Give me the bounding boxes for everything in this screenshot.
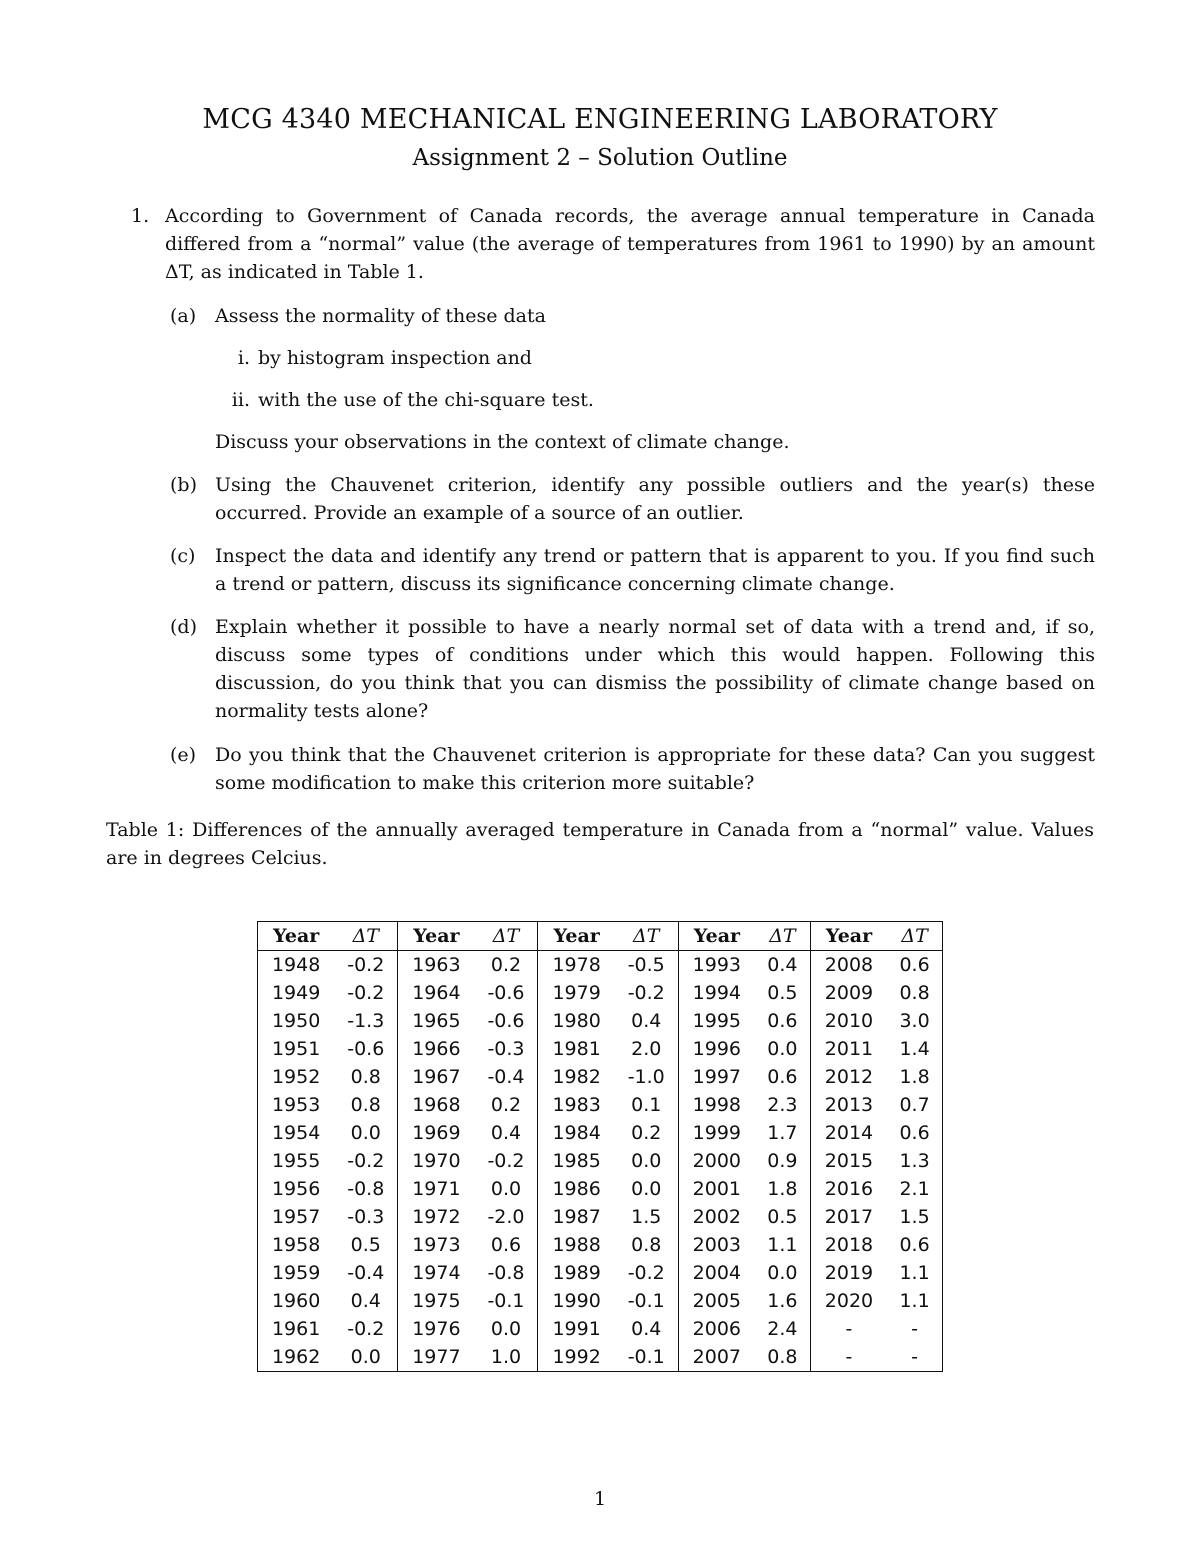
column-header-year: Year xyxy=(398,922,475,951)
year-cell: 2001 xyxy=(678,1175,755,1203)
year-cell: 2015 xyxy=(810,1147,887,1175)
part-label: (d) xyxy=(170,616,197,638)
delta-t-cell: 0.4 xyxy=(490,1122,522,1144)
delta-t-cell: 0.5 xyxy=(350,1234,381,1256)
year-cell: 2014 xyxy=(810,1119,887,1147)
year-cell: 2020 xyxy=(810,1287,887,1315)
year-cell: 1954 xyxy=(271,1122,321,1144)
delta-t-cell: 1.6 xyxy=(767,1290,798,1312)
year-cell: 1961 xyxy=(271,1318,321,1340)
delta-t-cell: 1.1 xyxy=(899,1262,930,1284)
year-cell: 1958 xyxy=(271,1234,321,1256)
part-d xyxy=(170,613,1095,725)
delta-t-cell: 0.8 xyxy=(350,1094,381,1116)
year-cell: 1962 xyxy=(271,1346,321,1368)
delta-t-cell: 3.0 xyxy=(899,1010,930,1032)
delta-t-cell: 0.6 xyxy=(899,954,930,976)
year-cell: 1968 xyxy=(398,1091,475,1119)
delta-t-cell: 0.7 xyxy=(899,1094,930,1116)
year-cell: 1980 xyxy=(538,1007,615,1035)
delta-t-cell: -0.1 xyxy=(487,1290,525,1312)
table-row xyxy=(258,1287,943,1315)
year-cell: 1951 xyxy=(271,1038,321,1060)
part-a xyxy=(170,302,1095,330)
column-header-delta-t: ΔT xyxy=(334,922,397,951)
subpart-label: i. xyxy=(237,347,250,369)
year-cell: 1956 xyxy=(271,1178,321,1200)
delta-t-cell: 1.3 xyxy=(899,1150,930,1172)
delta-t-cell: - xyxy=(911,1318,918,1340)
year-cell: 1999 xyxy=(678,1119,755,1147)
delta-t-cell: -0.2 xyxy=(347,1318,385,1340)
delta-t-cell: 0.2 xyxy=(631,1122,662,1144)
delta-t-cell: -0.8 xyxy=(487,1262,525,1284)
year-cell: 1953 xyxy=(271,1094,321,1116)
year-cell: 1948 xyxy=(271,954,321,976)
subpart-i xyxy=(228,344,1088,372)
delta-t-cell: -0.1 xyxy=(627,1290,665,1312)
year-cell: 1963 xyxy=(398,951,475,980)
year-cell: 2010 xyxy=(810,1007,887,1035)
table-header-row xyxy=(258,922,943,951)
question-1 xyxy=(131,202,1095,286)
year-cell: 1990 xyxy=(538,1287,615,1315)
part-text: Using the Chauvenet criterion, identify any possible outliers and the year(s) these occurred. Provide an example of a source of an outlier. xyxy=(215,474,1095,524)
year-cell: 1993 xyxy=(678,951,755,980)
table-row xyxy=(258,1259,943,1287)
year-cell: 1978 xyxy=(538,951,615,980)
table-row xyxy=(258,1063,943,1091)
delta-t-cell: 1.8 xyxy=(899,1066,930,1088)
column-header-year: Year xyxy=(538,922,615,951)
delta-t-cell: 0.6 xyxy=(490,1234,522,1256)
delta-t-cell: -0.2 xyxy=(627,982,665,1004)
delta-t-cell: 0.8 xyxy=(899,982,930,1004)
delta-t-cell: -0.6 xyxy=(487,1010,525,1032)
year-cell: 1977 xyxy=(398,1343,475,1372)
delta-t-cell: - xyxy=(911,1346,918,1368)
year-cell: 2016 xyxy=(810,1175,887,1203)
year-cell: 1973 xyxy=(398,1231,475,1259)
year-cell: - xyxy=(810,1315,887,1343)
delta-t-cell: 1.5 xyxy=(899,1206,930,1228)
delta-t-cell: 0.0 xyxy=(631,1150,662,1172)
delta-t-cell: 0.4 xyxy=(631,1010,662,1032)
delta-t-cell: 1.5 xyxy=(631,1206,662,1228)
delta-t-cell: -0.4 xyxy=(347,1262,385,1284)
delta-t-cell: -2.0 xyxy=(487,1206,525,1228)
delta-t-cell: 0.6 xyxy=(899,1122,930,1144)
column-header-year: Year xyxy=(258,922,335,951)
question-text: According to Government of Canada records, the average annual temperature in Canada differed from a “normal” value (the average of temperatures from 1961 to 1990) by an amount ΔT, as indicated in Table 1. xyxy=(165,205,1095,283)
subpart-text: with the use of the chi-square test. xyxy=(258,389,594,411)
year-cell: 1966 xyxy=(398,1035,475,1063)
delta-t-cell: 1.1 xyxy=(767,1234,798,1256)
subpart-ii xyxy=(228,386,1088,414)
year-cell: 2008 xyxy=(810,951,887,980)
delta-t-cell: -0.2 xyxy=(347,1150,385,1172)
year-cell: 1991 xyxy=(538,1315,615,1343)
year-cell: 1964 xyxy=(398,979,475,1007)
delta-t-cell: -0.6 xyxy=(487,982,525,1004)
delta-t-cell: -1.3 xyxy=(347,1010,385,1032)
year-cell: 2017 xyxy=(810,1203,887,1231)
year-cell: 2012 xyxy=(810,1063,887,1091)
year-cell: 1952 xyxy=(271,1066,321,1088)
year-cell: 2011 xyxy=(810,1035,887,1063)
delta-t-cell: 1.7 xyxy=(767,1122,798,1144)
delta-t-cell: 0.0 xyxy=(350,1122,381,1144)
year-cell: 1996 xyxy=(678,1035,755,1063)
delta-t-cell: 0.0 xyxy=(350,1346,381,1368)
table-row xyxy=(258,1343,943,1372)
year-cell: 2006 xyxy=(678,1315,755,1343)
delta-t-cell: 0.0 xyxy=(767,1262,798,1284)
delta-t-cell: 0.6 xyxy=(899,1234,930,1256)
table-row xyxy=(258,1091,943,1119)
delta-t-cell: 0.4 xyxy=(631,1318,662,1340)
page-number: 1 xyxy=(593,1488,607,1510)
year-cell: 1998 xyxy=(678,1091,755,1119)
year-cell: 1959 xyxy=(271,1262,321,1284)
delta-t-cell: 2.3 xyxy=(767,1094,798,1116)
delta-t-cell: -0.5 xyxy=(627,954,665,976)
delta-t-cell: -0.1 xyxy=(627,1346,665,1368)
year-cell: 2009 xyxy=(810,979,887,1007)
column-header-delta-t: ΔT xyxy=(755,922,810,951)
delta-t-cell: -0.3 xyxy=(487,1038,525,1060)
delta-t-cell: 0.4 xyxy=(350,1290,381,1312)
year-cell: 1972 xyxy=(398,1203,475,1231)
delta-t-cell: -0.2 xyxy=(347,954,385,976)
part-text: Do you think that the Chauvenet criterion is appropriate for these data? Can you suggest some modification to make this criterion more suitable? xyxy=(215,744,1095,794)
delta-t-cell: 2.1 xyxy=(899,1178,930,1200)
document-title: MCG 4340 MECHANICAL ENGINEERING LABORATORY xyxy=(202,104,998,135)
year-cell: 1984 xyxy=(538,1119,615,1147)
column-header-delta-t: ΔT xyxy=(887,922,942,951)
question-number: 1. xyxy=(131,205,150,227)
table-caption: Table 1: Differences of the annually averaged temperature in Canada from a “normal” value. Values are in degrees Celcius. xyxy=(106,819,1094,869)
year-cell: 1965 xyxy=(398,1007,475,1035)
part-text: Inspect the data and identify any trend or pattern that is apparent to you. If you find such a trend or pattern, discuss its significance concerning climate change. xyxy=(215,545,1095,595)
table-row xyxy=(258,1231,943,1259)
part-text: Explain whether it possible to have a nearly normal set of data with a trend and, if so, discuss some types of conditions under which this would happen. Following this discussion, do you think that you can dismiss the possibility of climate change based on normality tests alone? xyxy=(215,616,1095,722)
year-cell: 1974 xyxy=(398,1259,475,1287)
part-label: (b) xyxy=(170,474,197,496)
delta-t-cell: 0.8 xyxy=(767,1346,798,1368)
document-subtitle: Assignment 2 – Solution Outline xyxy=(412,145,788,171)
delta-t-cell: 2.4 xyxy=(767,1318,798,1340)
table-row xyxy=(258,951,943,980)
year-cell: 2019 xyxy=(810,1259,887,1287)
part-text: Assess the normality of these data xyxy=(215,305,546,327)
delta-t-cell: 0.4 xyxy=(767,954,798,976)
delta-t-cell: 0.5 xyxy=(767,1206,798,1228)
year-cell: 1985 xyxy=(538,1147,615,1175)
delta-t-cell: 2.0 xyxy=(631,1038,662,1060)
year-cell: 1994 xyxy=(678,979,755,1007)
year-cell: 1987 xyxy=(538,1203,615,1231)
delta-t-cell: 0.8 xyxy=(350,1066,381,1088)
table-row xyxy=(258,979,943,1007)
delta-t-cell: 0.6 xyxy=(767,1010,798,1032)
column-header-delta-t: ΔT xyxy=(615,922,678,951)
year-cell: 1960 xyxy=(271,1290,321,1312)
year-cell: 2002 xyxy=(678,1203,755,1231)
delta-t-cell: 0.9 xyxy=(767,1150,798,1172)
delta-t-cell: 0.5 xyxy=(767,982,798,1004)
year-cell: 1957 xyxy=(271,1206,321,1228)
temperature-table xyxy=(257,921,943,1372)
year-cell: 1988 xyxy=(538,1231,615,1259)
year-cell: 1989 xyxy=(538,1259,615,1287)
subpart-label: ii. xyxy=(231,389,250,411)
delta-t-cell: 0.0 xyxy=(490,1178,522,1200)
year-cell: 2013 xyxy=(810,1091,887,1119)
part-c xyxy=(170,542,1095,598)
delta-t-cell: 1.0 xyxy=(490,1346,522,1368)
year-cell: - xyxy=(810,1343,887,1372)
table-row xyxy=(258,1175,943,1203)
part-label: (e) xyxy=(170,744,197,766)
year-cell: 2003 xyxy=(678,1231,755,1259)
part-e xyxy=(170,741,1095,797)
year-cell: 1995 xyxy=(678,1007,755,1035)
year-cell: 1971 xyxy=(398,1175,475,1203)
year-cell: 1982 xyxy=(538,1063,615,1091)
delta-t-cell: -1.0 xyxy=(627,1066,665,1088)
delta-t-cell: 0.8 xyxy=(631,1234,662,1256)
year-cell: 2018 xyxy=(810,1231,887,1259)
delta-t-cell: -0.8 xyxy=(347,1178,385,1200)
delta-t-cell: 0.0 xyxy=(631,1178,662,1200)
year-cell: 2004 xyxy=(678,1259,755,1287)
year-cell: 1975 xyxy=(398,1287,475,1315)
year-cell: 1949 xyxy=(271,982,321,1004)
delta-t-cell: -0.4 xyxy=(487,1066,525,1088)
subpart-text: by histogram inspection and xyxy=(258,347,532,369)
delta-t-cell: 0.2 xyxy=(490,954,522,976)
table-row xyxy=(258,1147,943,1175)
year-cell: 1967 xyxy=(398,1063,475,1091)
table-row xyxy=(258,1315,943,1343)
year-cell: 1997 xyxy=(678,1063,755,1091)
delta-t-cell: -0.2 xyxy=(347,982,385,1004)
delta-t-cell: -0.3 xyxy=(347,1206,385,1228)
year-cell: 1983 xyxy=(538,1091,615,1119)
part-b xyxy=(170,471,1095,527)
year-cell: 1986 xyxy=(538,1175,615,1203)
delta-t-cell: 0.0 xyxy=(490,1318,522,1340)
delta-t-cell: -0.2 xyxy=(627,1262,665,1284)
delta-t-cell: 1.1 xyxy=(899,1290,930,1312)
year-cell: 1970 xyxy=(398,1147,475,1175)
year-cell: 2000 xyxy=(678,1147,755,1175)
delta-t-cell: 0.0 xyxy=(767,1038,798,1060)
part-label: (a) xyxy=(170,305,197,327)
delta-t-cell: -0.2 xyxy=(487,1150,525,1172)
year-cell: 2007 xyxy=(678,1343,755,1372)
table-row xyxy=(258,1035,943,1063)
column-header-year: Year xyxy=(810,922,887,951)
year-cell: 1992 xyxy=(538,1343,615,1372)
column-header-year: Year xyxy=(678,922,755,951)
delta-t-cell: 1.8 xyxy=(767,1178,798,1200)
column-header-delta-t: ΔT xyxy=(475,922,538,951)
year-cell: 1979 xyxy=(538,979,615,1007)
year-cell: 2005 xyxy=(678,1287,755,1315)
year-cell: 1969 xyxy=(398,1119,475,1147)
discuss-instruction: Discuss your observations in the context of climate change. xyxy=(215,431,790,453)
table-row xyxy=(258,1007,943,1035)
part-label: (c) xyxy=(170,545,196,567)
year-cell: 1950 xyxy=(271,1010,321,1032)
delta-t-cell: 0.2 xyxy=(490,1094,522,1116)
delta-t-cell: 0.1 xyxy=(631,1094,662,1116)
table-row xyxy=(258,1203,943,1231)
year-cell: 1976 xyxy=(398,1315,475,1343)
delta-t-cell: 0.6 xyxy=(767,1066,798,1088)
delta-t-cell: -0.6 xyxy=(347,1038,385,1060)
year-cell: 1955 xyxy=(271,1150,321,1172)
delta-t-cell: 1.4 xyxy=(899,1038,930,1060)
table-row xyxy=(258,1119,943,1147)
year-cell: 1981 xyxy=(538,1035,615,1063)
